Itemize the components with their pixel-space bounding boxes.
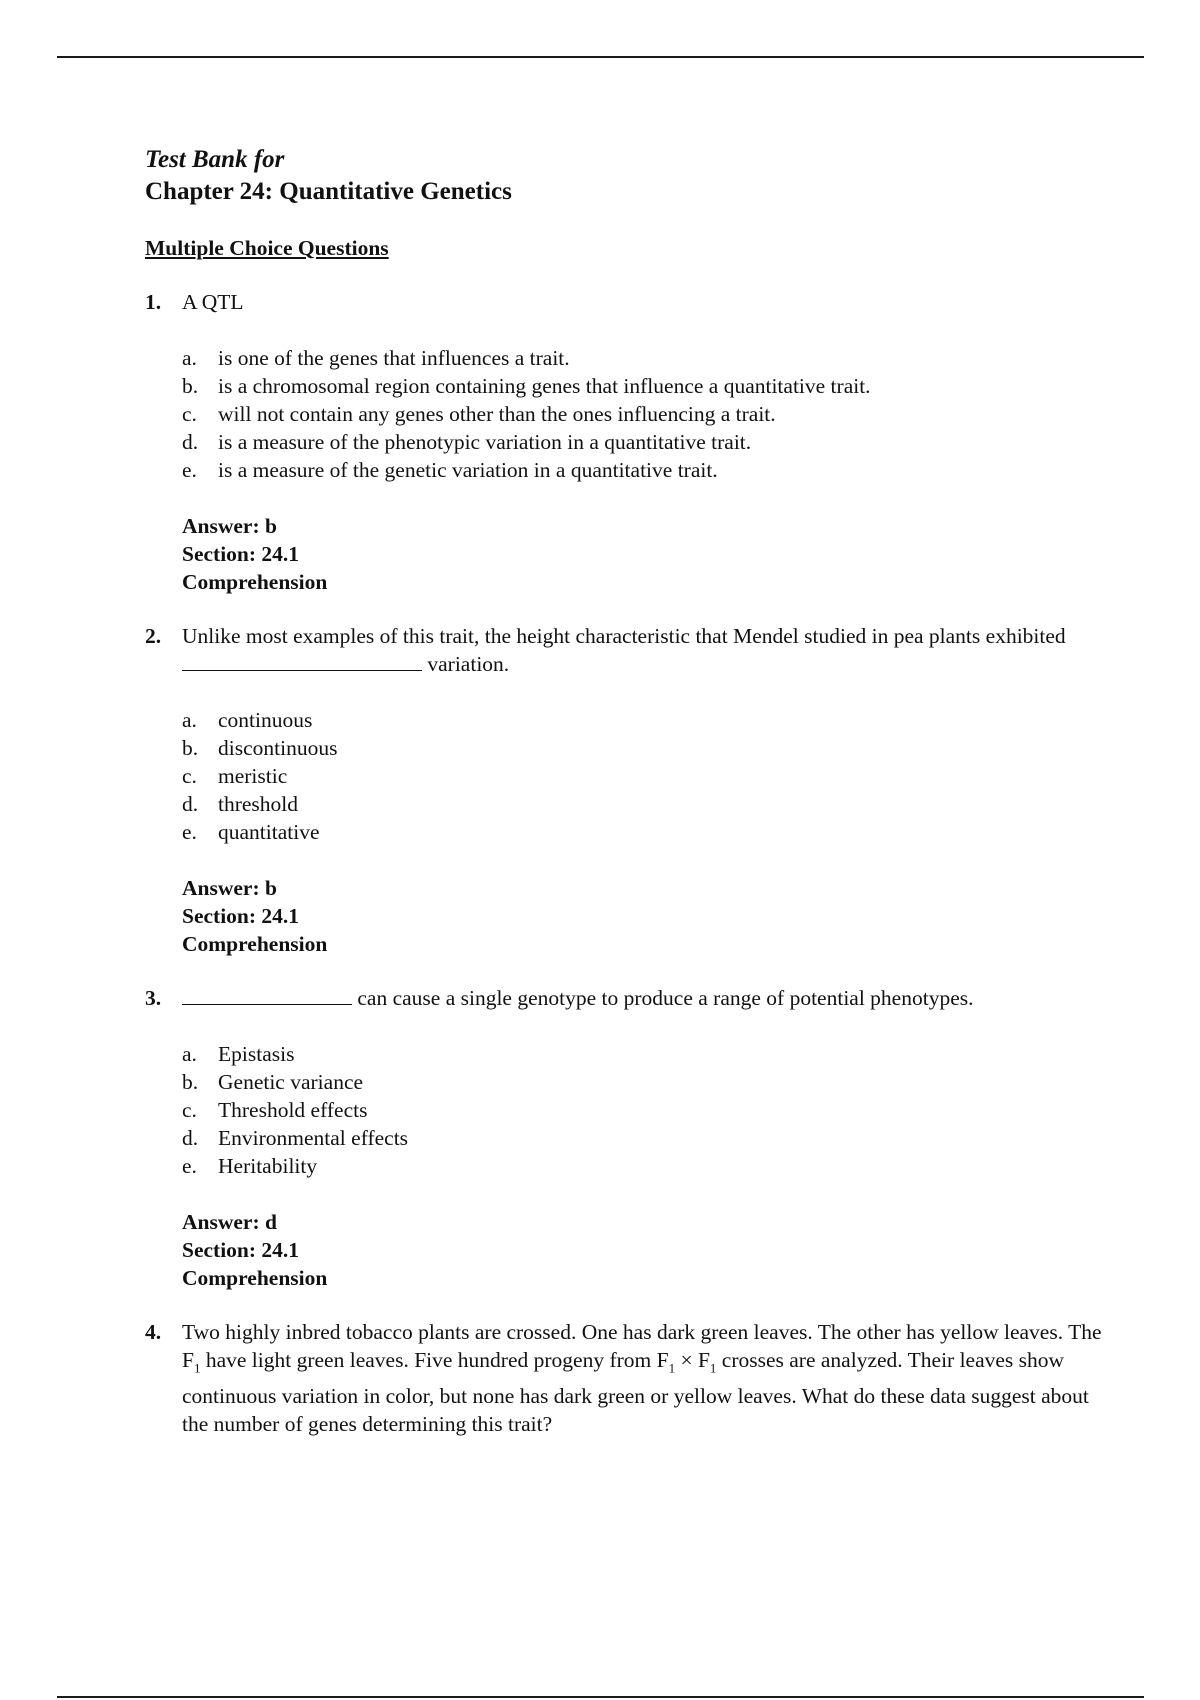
option-c xyxy=(182,762,1105,790)
answer-options xyxy=(182,1040,1105,1180)
answer-key: Answer: d xyxy=(182,1210,277,1234)
option-letter: b. xyxy=(182,736,199,760)
option-letter: b. xyxy=(182,374,199,398)
option-letter: e. xyxy=(182,1154,197,1178)
option-d xyxy=(182,428,1105,456)
option-letter: c. xyxy=(182,402,197,426)
option-letter: d. xyxy=(182,792,199,816)
option-text: meristic xyxy=(218,764,288,788)
option-d xyxy=(182,1124,1105,1152)
option-a xyxy=(182,1040,1105,1068)
option-letter: a. xyxy=(182,708,197,732)
option-e xyxy=(182,818,1105,846)
option-text: Threshold effects xyxy=(218,1098,368,1122)
question-text: A QTL xyxy=(182,290,244,314)
top-rule xyxy=(57,56,1144,58)
option-text: Genetic variance xyxy=(218,1070,364,1094)
fill-in-blank xyxy=(182,650,422,671)
option-text: is a measure of the phenotypic variation in a quantitative trait. xyxy=(218,430,752,454)
question-text-part: × F xyxy=(675,1348,710,1372)
option-a xyxy=(182,706,1105,734)
question-2 xyxy=(145,622,1105,958)
answer-meta xyxy=(182,512,1105,596)
option-b xyxy=(182,372,1105,400)
option-text: will not contain any genes other than the ones influencing a trait. xyxy=(218,402,776,426)
question-text-part: Two highly inbred tobacco plants are crossed. One has dark green leaves. The other has yellow leaves. The F xyxy=(182,1320,1102,1372)
answer-meta xyxy=(182,874,1105,958)
option-text: is a measure of the genetic variation in a quantitative trait. xyxy=(218,458,718,482)
answer-meta xyxy=(182,1208,1105,1292)
answer-section: Section: 24.1 xyxy=(182,542,300,566)
option-text: is one of the genes that influences a trait. xyxy=(218,346,570,370)
subscript: 1 xyxy=(193,1360,201,1376)
option-letter: a. xyxy=(182,346,197,370)
question-text-after: variation. xyxy=(427,652,510,676)
question-text xyxy=(182,1320,1102,1436)
question-text xyxy=(182,624,1066,676)
option-letter: e. xyxy=(182,820,197,844)
option-text: Epistasis xyxy=(218,1042,295,1066)
option-text: continuous xyxy=(218,708,313,732)
option-text: threshold xyxy=(218,792,299,816)
option-e xyxy=(182,1152,1105,1180)
option-b xyxy=(182,734,1105,762)
question-number: 1. xyxy=(145,290,162,314)
option-letter: c. xyxy=(182,1098,197,1122)
question-3 xyxy=(145,984,1105,1292)
document-body xyxy=(145,144,1105,1438)
answer-options xyxy=(182,706,1105,846)
question-text-part: crosses are analyzed. Their leaves show continuous variation in color, but none has dark green or yellow leaves. What do these data suggest about the number of genes determining this trait? xyxy=(182,1348,1089,1437)
answer-level: Comprehension xyxy=(182,932,328,956)
subscript: 1 xyxy=(668,1360,676,1376)
answer-section: Section: 24.1 xyxy=(182,1238,300,1262)
option-text: Environmental effects xyxy=(218,1126,409,1150)
question-number: 3. xyxy=(145,986,162,1010)
option-d xyxy=(182,790,1105,818)
option-c xyxy=(182,1096,1105,1124)
question-text-after: can cause a single genotype to produce a range of potential phenotypes. xyxy=(357,986,974,1010)
doc-title-line1: Test Bank for xyxy=(145,146,285,173)
option-e xyxy=(182,456,1105,484)
question-text-part: have light green leaves. Five hundred progeny from F xyxy=(200,1348,669,1372)
option-letter: b. xyxy=(182,1070,199,1094)
answer-key: Answer: b xyxy=(182,514,277,538)
option-b xyxy=(182,1068,1105,1096)
question-number: 2. xyxy=(145,624,162,648)
option-a xyxy=(182,344,1105,372)
answer-options xyxy=(182,344,1105,484)
question-4 xyxy=(145,1318,1105,1438)
question-number: 4. xyxy=(145,1320,162,1344)
option-letter: d. xyxy=(182,1126,199,1150)
bottom-rule xyxy=(57,1696,1144,1698)
question-text xyxy=(182,986,973,1010)
option-c xyxy=(182,400,1105,428)
answer-key: Answer: b xyxy=(182,876,277,900)
option-letter: d. xyxy=(182,430,199,454)
question-text-before: Unlike most examples of this trait, the height characteristic that Mendel studied in pea plants exhibited xyxy=(182,624,1066,648)
option-text: is a chromosomal region containing genes that influence a quantitative trait. xyxy=(218,374,871,398)
option-letter: c. xyxy=(182,764,197,788)
option-text: quantitative xyxy=(218,820,320,844)
answer-level: Comprehension xyxy=(182,1266,328,1290)
option-text: discontinuous xyxy=(218,736,338,760)
option-letter: e. xyxy=(182,458,197,482)
fill-in-blank xyxy=(182,984,352,1005)
answer-section: Section: 24.1 xyxy=(182,904,300,928)
option-letter: a. xyxy=(182,1042,197,1066)
subscript: 1 xyxy=(709,1360,717,1376)
option-text: Heritability xyxy=(218,1154,318,1178)
answer-level: Comprehension xyxy=(182,570,328,594)
section-heading: Multiple Choice Questions xyxy=(145,236,389,260)
doc-title-chapter: Chapter 24: Quantitative Genetics xyxy=(145,178,512,205)
question-1 xyxy=(145,288,1105,596)
